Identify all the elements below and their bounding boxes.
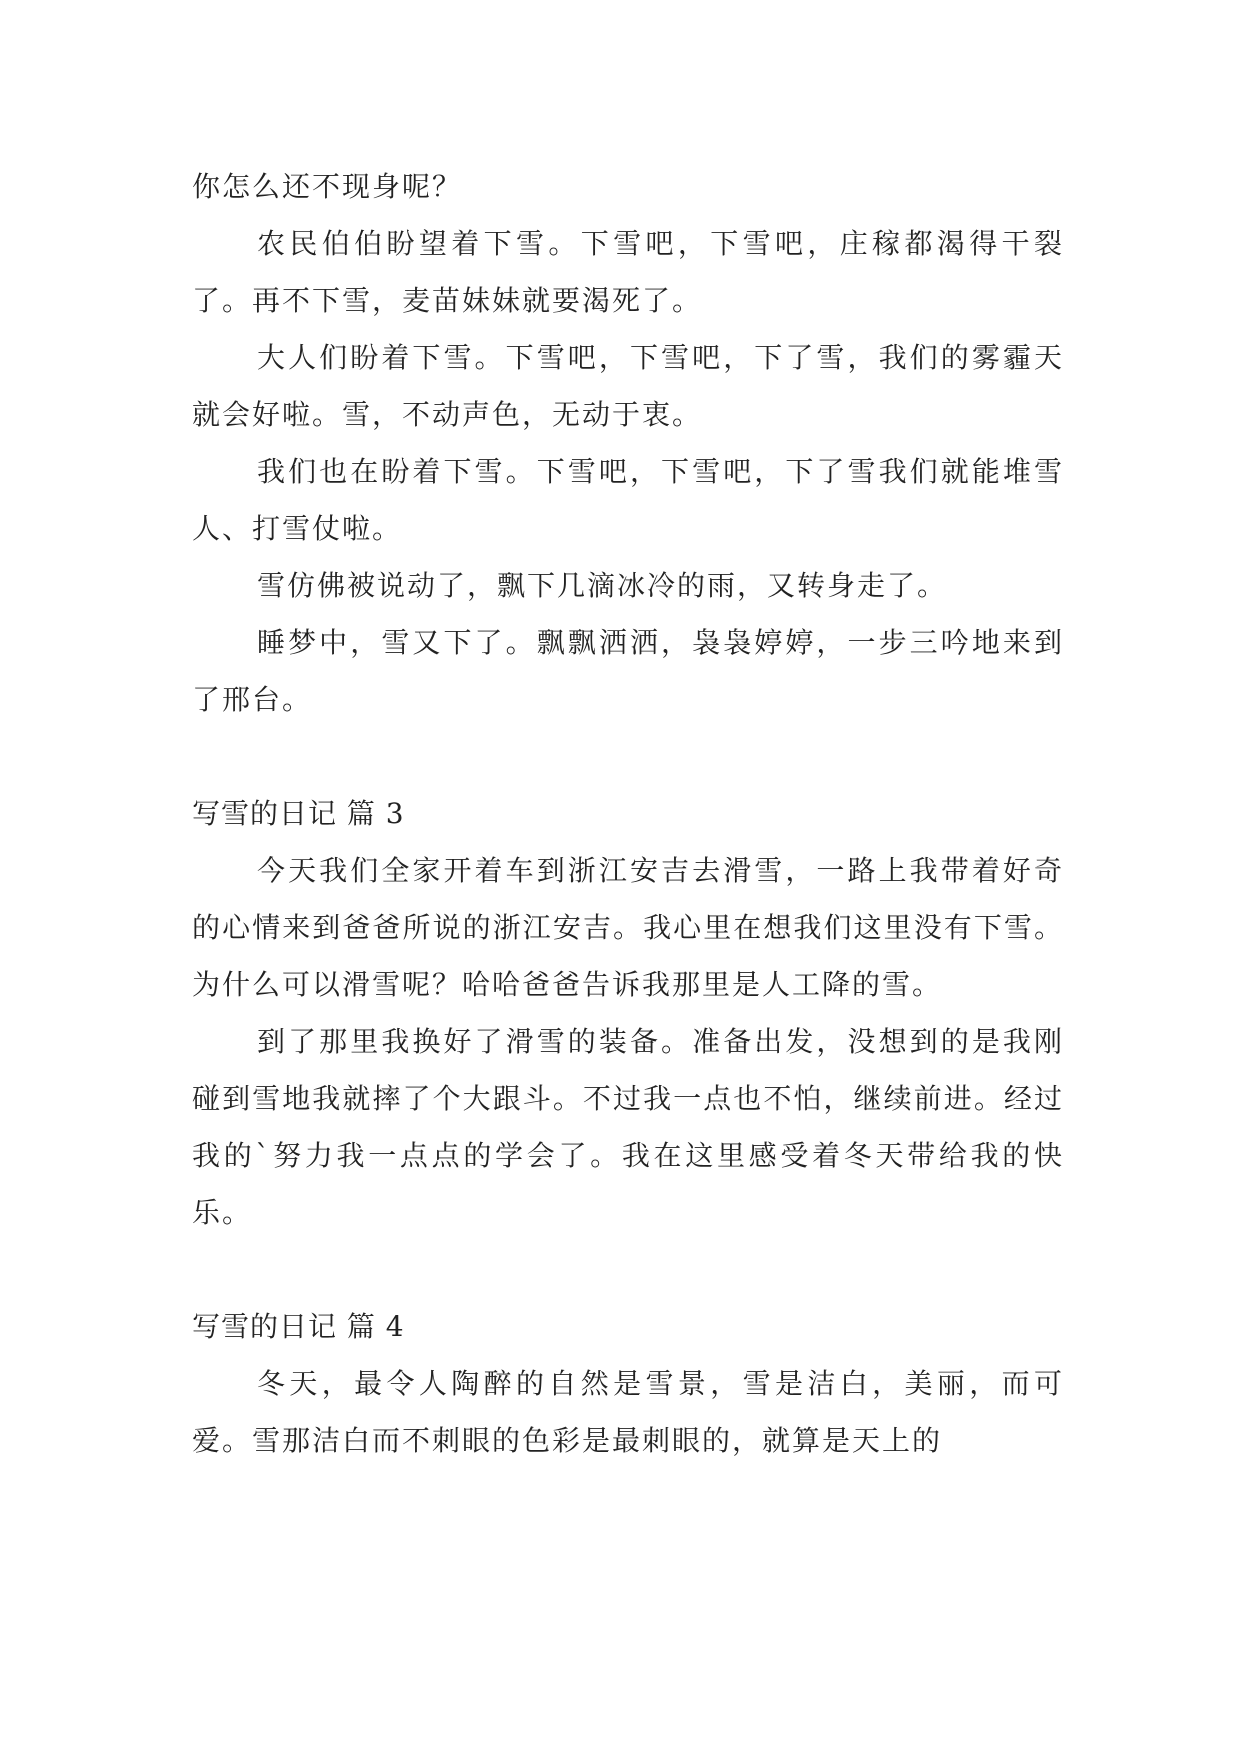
paragraph: 睡梦中，雪又下了。飘飘洒洒，袅袅婷婷，一步三吟地来到了邢台。 xyxy=(192,626,1064,716)
document-body xyxy=(192,158,1064,1469)
paragraph: 我们也在盼着下雪。下雪吧，下雪吧，下了雪我们就能堆雪人、打雪仗啦。 xyxy=(192,455,1064,545)
section-gap xyxy=(192,728,1064,785)
paragraph: 冬天，最令人陶醉的自然是雪景，雪是洁白，美丽，而可爱。雪那洁白而不刺眼的色彩是最刺眼的，就算是天上的 xyxy=(192,1367,1064,1457)
section-gap xyxy=(192,1241,1064,1298)
paragraph: 雪仿佛被说动了，飘下几滴冰冷的雨，又转身走了。 xyxy=(257,569,948,602)
section-heading: 写雪的日记 篇 4 xyxy=(192,1310,405,1343)
paragraph: 今天我们全家开着车到浙江安吉去滑雪，一路上我带着好奇的心情来到爸爸所说的浙江安吉。我心里在想我们这里没有下雪。为什么可以滑雪呢？哈哈爸爸告诉我那里是人工降的雪。 xyxy=(192,854,1064,1001)
section-heading: 写雪的日记 篇 3 xyxy=(192,797,405,830)
paragraph: 到了那里我换好了滑雪的装备。准备出发，没想到的是我刚碰到雪地我就摔了个大跟斗。不过我一点也不怕，继续前进。经过我的`努力我一点点的学会了。我在这里感受着冬天带给我的快乐。 xyxy=(192,1025,1064,1229)
paragraph: 大人们盼着下雪。下雪吧，下雪吧，下了雪，我们的雾霾天就会好啦。雪，不动声色，无动于衷。 xyxy=(192,341,1064,431)
paragraph: 你怎么还不现身呢？ xyxy=(192,170,463,203)
paragraph: 农民伯伯盼望着下雪。下雪吧，下雪吧，庄稼都渴得干裂了。再不下雪，麦苗妹妹就要渴死了。 xyxy=(192,227,1064,317)
